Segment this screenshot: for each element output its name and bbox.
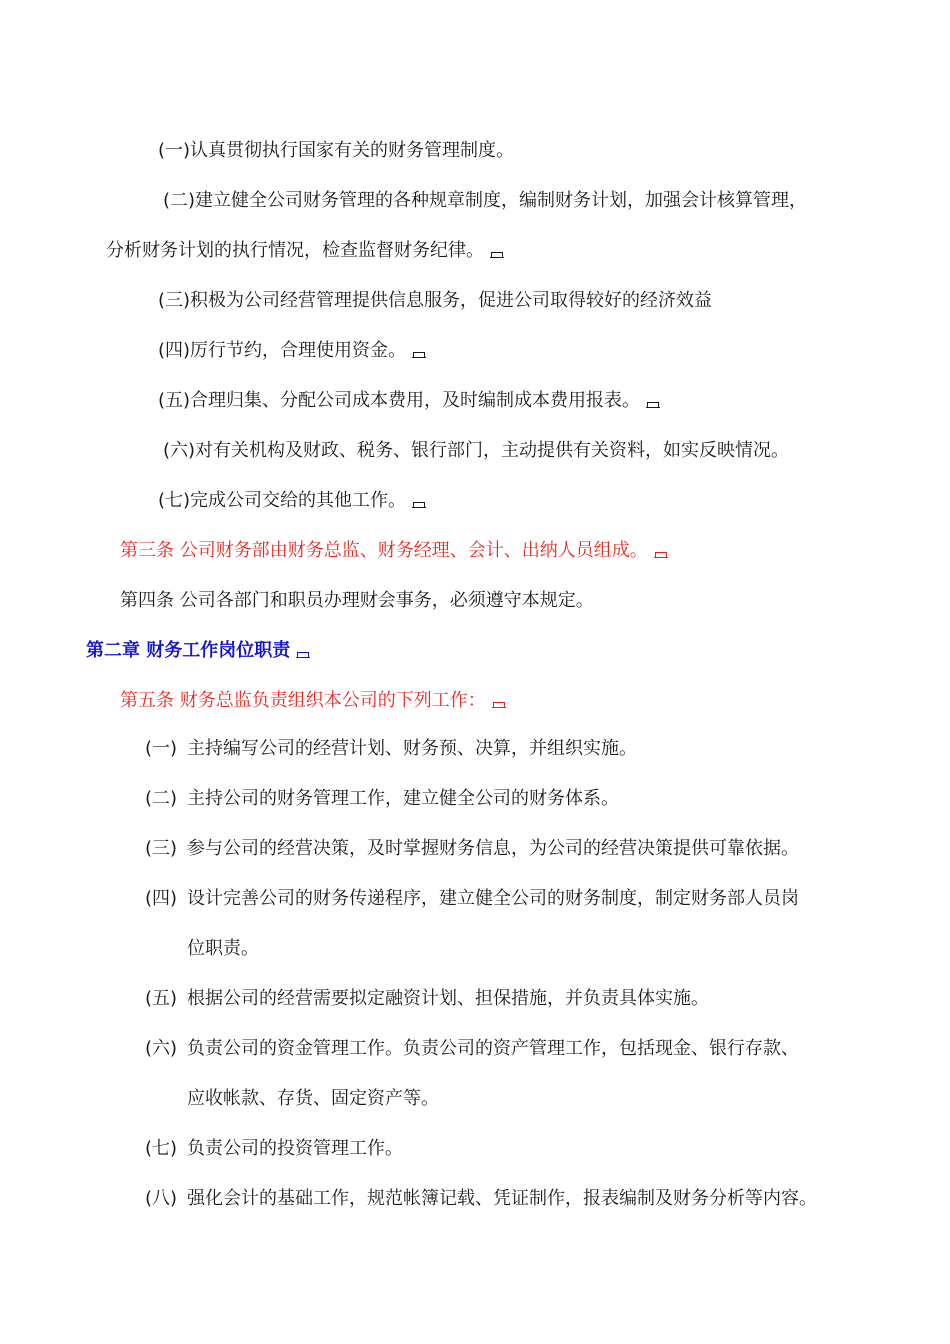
paragraph-mark-icon bbox=[296, 650, 310, 658]
paragraph-mark-icon bbox=[492, 700, 506, 708]
paragraph-mark-icon bbox=[646, 400, 660, 408]
duty-item-2: (二) 主持公司的财务管理工作，建立健全公司的财务体系。 bbox=[145, 788, 619, 809]
duty-item-8: (八) 强化会计的基础工作，规范帐簿记载、凭证制作，报表编制及财务分析等内容。 bbox=[145, 1188, 817, 1209]
duty-item-6-cont: 应收帐款、存货、固定资产等。 bbox=[187, 1088, 439, 1109]
duty-item-7: (七) 负责公司的投资管理工作。 bbox=[145, 1138, 403, 1159]
duty-item-1: (一) 主持编写公司的经营计划、财务预、决算，并组织实施。 bbox=[145, 738, 637, 759]
paragraph-mark-icon bbox=[490, 250, 504, 258]
article-3: 第三条 公司财务部由财务总监、财务经理、会计、出纳人员组成。 bbox=[120, 538, 668, 564]
article-4: 第四条 公司各部门和职员办理财会事务，必须遵守本规定。 bbox=[120, 590, 594, 611]
paragraph-item-4: (四)厉行节约，合理使用资金。 bbox=[158, 338, 426, 364]
article-5: 第五条 财务总监负责组织本公司的下列工作： bbox=[120, 688, 506, 714]
duty-item-6: (六) 负责公司的资金管理工作。负责公司的资产管理工作，包括现金、银行存款、 bbox=[145, 1038, 799, 1059]
paragraph-mark-icon bbox=[654, 550, 668, 558]
chapter-heading: 第二章 财务工作岗位职责 bbox=[86, 638, 310, 664]
paragraph-item-2: (二)建立健全公司财务管理的各种规章制度，编制财务计划，加强会计核算管理， bbox=[163, 190, 808, 211]
duty-item-4-cont: 位职责。 bbox=[187, 938, 259, 959]
paragraph-item-7: (七)完成公司交给的其他工作。 bbox=[158, 488, 426, 514]
paragraph-mark-icon bbox=[412, 350, 426, 358]
paragraph-item-2-cont: 分析财务计划的执行情况，检查监督财务纪律。 bbox=[106, 238, 504, 264]
paragraph-item-5: (五)合理归集、分配公司成本费用，及时编制成本费用报表。 bbox=[158, 388, 660, 414]
paragraph-item-3: (三)积极为公司经营管理提供信息服务，促进公司取得较好的经济效益 bbox=[158, 290, 713, 311]
duty-item-3: (三) 参与公司的经营决策，及时掌握财务信息，为公司的经营决策提供可靠依据。 bbox=[145, 838, 799, 859]
duty-item-5: (五) 根据公司的经营需要拟定融资计划、担保措施，并负责具体实施。 bbox=[145, 988, 709, 1009]
paragraph-item-1: (一)认真贯彻执行国家有关的财务管理制度。 bbox=[158, 140, 515, 161]
paragraph-item-6: (六)对有关机构及财政、税务、银行部门，主动提供有关资料，如实反映情况。 bbox=[163, 440, 790, 461]
paragraph-mark-icon bbox=[412, 500, 426, 508]
duty-item-4: (四) 设计完善公司的财务传递程序，建立健全公司的财务制度，制定财务部人员岗 bbox=[145, 888, 799, 909]
